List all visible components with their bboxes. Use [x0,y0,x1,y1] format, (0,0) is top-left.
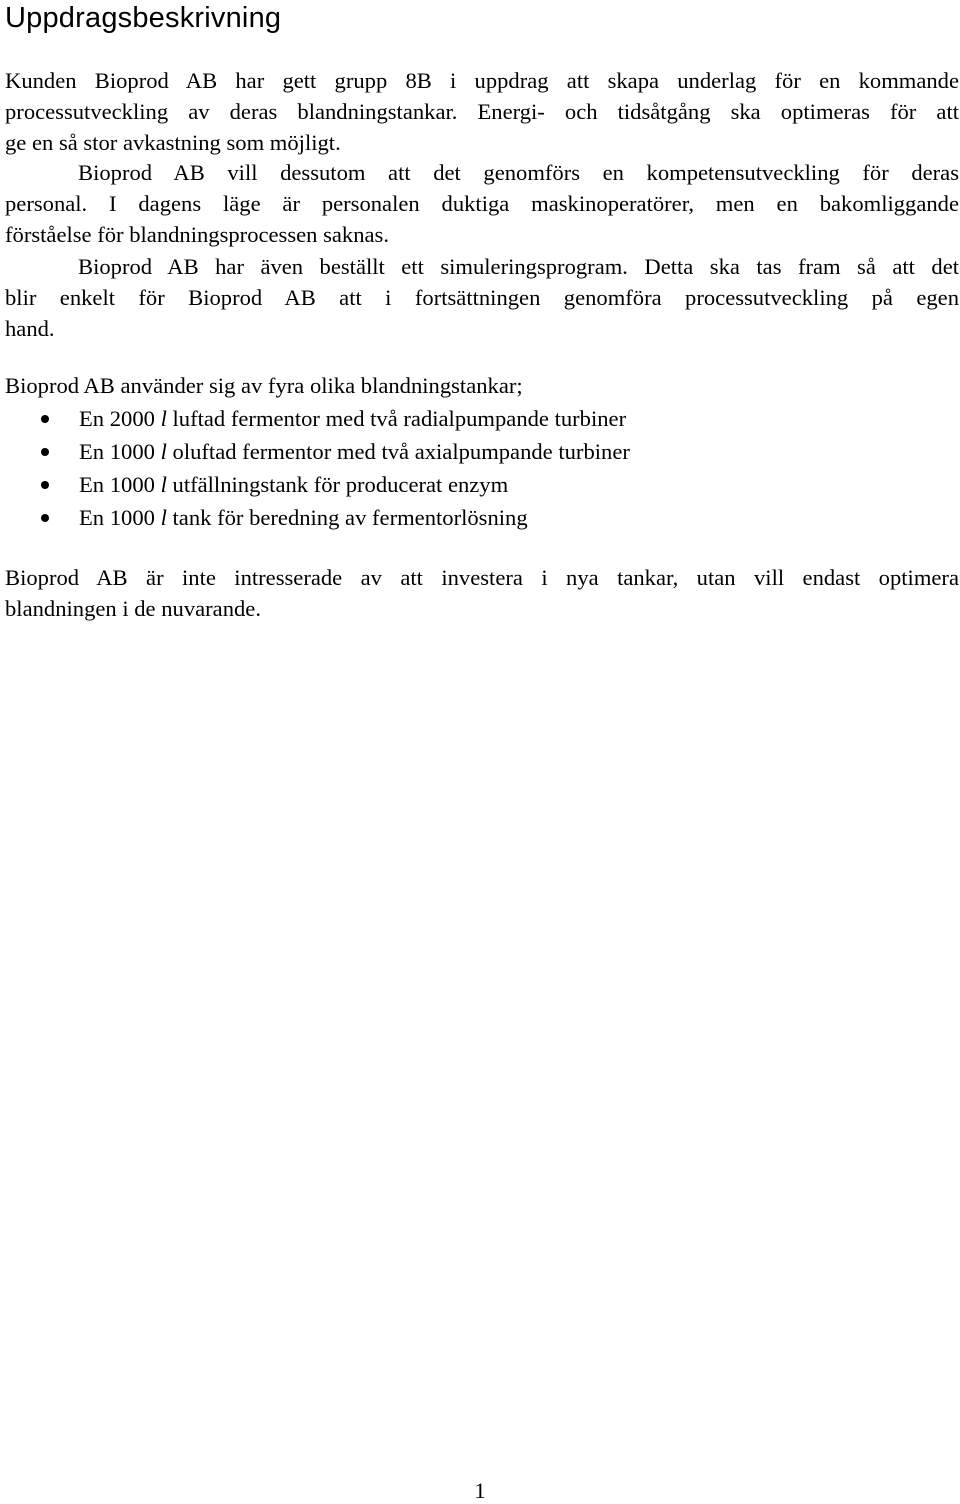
unit-label: l [160,472,167,497]
bullet-icon [41,415,49,423]
page-title: Uppdragsbeskrivning [5,2,282,34]
intro-line: processutveckling av deras blandningstankar. Energi- och tidsåtgång ska optimeras för att [5,98,959,124]
tanks-intro-paragraph [5,371,959,402]
simulation-line: Bioprod AB har även beställt ett simuleringsprogram. Detta ska tas fram så att det [78,254,959,279]
bullet-icon [41,448,49,456]
simulation-paragraph [5,252,959,344]
competence-line: förståelse för blandningsprocessen saknas. [5,221,389,247]
bullet-icon [41,481,49,489]
competence-line: personal. I dagens läge är personalen duktiga maskinoperatörer, men en bakomliggande [5,190,959,216]
unit-label: l [160,406,167,431]
competence-paragraph [5,158,959,250]
simulation-line: blir enkelt för Bioprod AB att i fortsättningen genomföra processutveckling på egen [5,284,959,310]
closing-line: Bioprod AB är inte intresserade av att investera i nya tankar, utan vill endast optimera [5,565,959,590]
intro-paragraph [5,66,959,158]
closing-paragraph [5,563,959,625]
closing-line: blandningen i de nuvarande. [5,595,261,621]
intro-line: ge en så stor avkastning som möjligt. [5,129,341,155]
page-number: 1 [474,1478,486,1503]
simulation-line: hand. [5,315,55,341]
bullet-icon [41,514,49,522]
unit-label: l [160,439,167,464]
unit-label: l [160,505,167,530]
intro-line: Kunden Bioprod AB har gett grupp 8B i uppdrag att skapa underlag för en kommande [5,68,959,93]
competence-line: Bioprod AB vill dessutom att det genomförs en kompetensutveckling för deras [78,160,959,185]
document-page: Uppdragsbeskrivning Kunden Bioprod AB har gett grupp 8B i uppdrag att skapa underlag för en kommande processutveckling av deras blandningstankar. Energi- och tidsåtgång ska optimeras för att ge en så stor avkastning som möjligt. Bioprod AB vill dessutom att det genomförs en kompetensutveckling för deras personal. I dagens läge är personalen duktiga maskinoperatörer, men en bakomliggande förståelse för blandningsprocessen saknas. Bioprod AB har även beställt ett simuleringsprogram. Detta ska tas fram så att det blir enkelt för Bioprod AB att i fortsättningen genomföra processutveckling på egen hand. Bioprod AB använder sig av fyra olika blandningstankar; En 2000 l luftad fermentor med två radialpumpande turbiner En 1000 l oluftad fermentor med två axialpumpande turbiner En 1000 l utfällningstank för producerat enzym En 1000 l tank för beredning av fermentorlösning Bioprod AB är inte intresserade av att investera i nya tankar, utan vill endast optimera blandningen i de nuvarande. 1 [0,0,960,1504]
tanks-intro-line: Bioprod AB använder sig av fyra olika blandningstankar; [5,373,523,398]
